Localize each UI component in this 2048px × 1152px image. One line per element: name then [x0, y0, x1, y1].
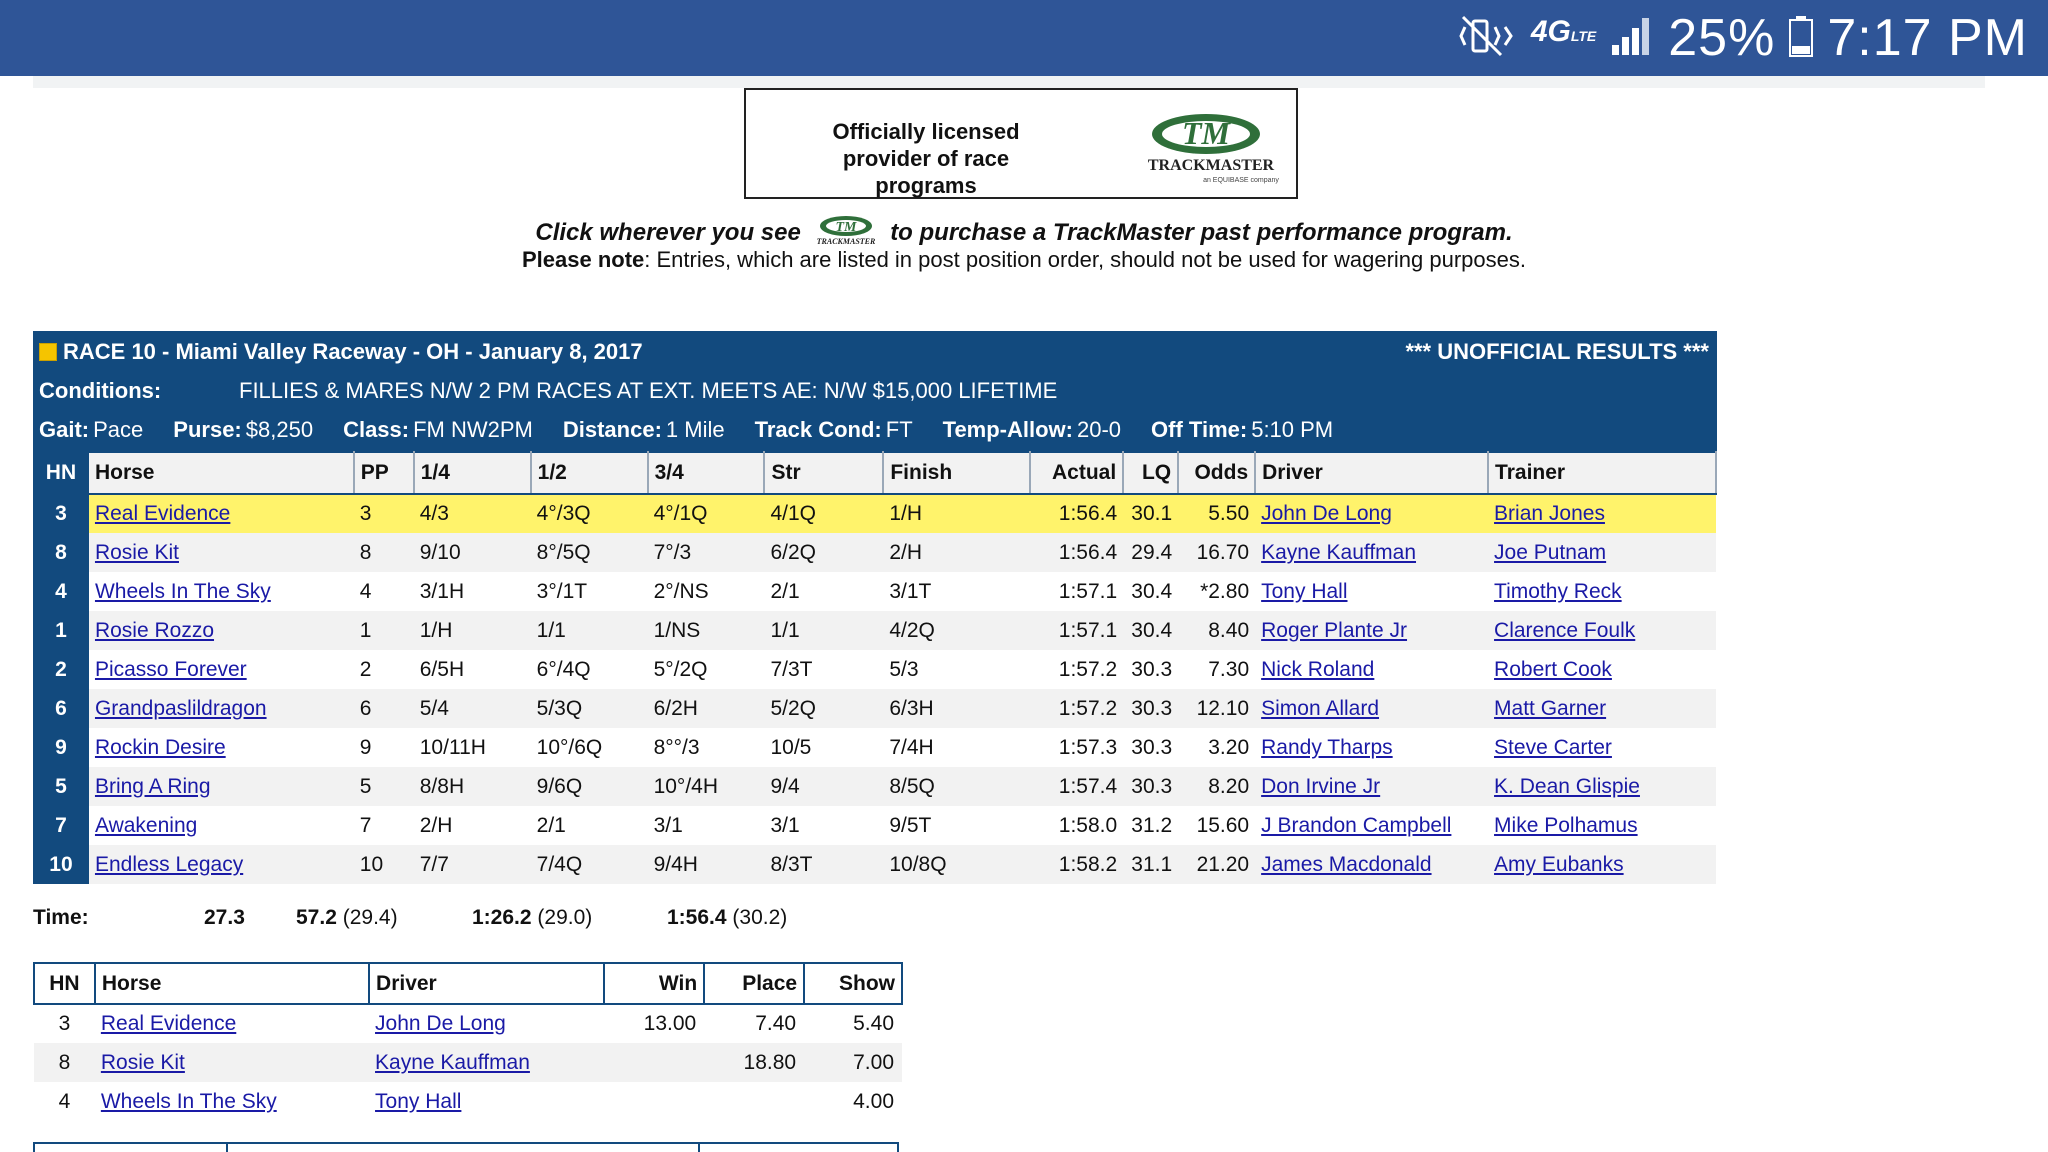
- gait-label: Gait:: [39, 417, 90, 442]
- cell-quarter: 10/11H: [414, 728, 531, 767]
- results-row: [33, 767, 1716, 806]
- cell-half: 3°/1T: [531, 572, 648, 611]
- cell-three-quarter: 7°/3: [648, 533, 765, 572]
- race-header: [33, 331, 1717, 451]
- col-stretch: Str: [764, 452, 883, 494]
- cell-stretch: 4/1Q: [764, 494, 883, 533]
- logo-mark: TM: [1182, 115, 1230, 151]
- status-bar-right: [1457, 0, 2028, 76]
- purse-label: Purse:: [173, 417, 242, 442]
- wagering-note: [0, 247, 2048, 273]
- cell-trainer: [1488, 572, 1716, 611]
- payout-cell-hn: 8: [34, 1043, 95, 1082]
- cell-hn: 10: [33, 845, 89, 884]
- cell-pp: 8: [354, 533, 414, 572]
- network-type: 4GLTE: [1530, 15, 1597, 48]
- payout-col-horse: Horse: [95, 963, 369, 1004]
- logo-sub: an EQUIBASE company: [1203, 177, 1279, 184]
- driver-link[interactable]: Tony Hall: [1261, 579, 1348, 603]
- driver-link[interactable]: Simon Allard: [1261, 696, 1380, 720]
- cell-odds: 3.20: [1178, 728, 1255, 767]
- cell-actual: 1:57.2: [1030, 689, 1123, 728]
- cell-pp: 3: [354, 494, 414, 533]
- off-time-value: 5:10 PM: [1251, 417, 1334, 442]
- cell-odds: 8.40: [1178, 611, 1255, 650]
- cell-lq: 30.4: [1123, 611, 1178, 650]
- cell-half: 8°/5Q: [531, 533, 648, 572]
- note-label: Please note: [521, 247, 645, 272]
- cell-stretch: 8/3T: [764, 845, 883, 884]
- driver-link[interactable]: James Macdonald: [1261, 852, 1432, 876]
- time-final: 1:56.4 (30.2): [667, 906, 788, 929]
- cell-stretch: 1/1: [764, 611, 883, 650]
- cell-trainer: [1488, 611, 1716, 650]
- time-quarter: 27.3: [204, 906, 245, 929]
- cell-three-quarter: 8°°/3: [648, 728, 765, 767]
- cell-trainer: [1488, 845, 1716, 884]
- cell-odds: 15.60: [1178, 806, 1255, 845]
- cell-lq: 30.4: [1123, 572, 1178, 611]
- col-hn: HN: [33, 452, 89, 494]
- cell-half: 9/6Q: [531, 767, 648, 806]
- cell-hn: 3: [33, 494, 89, 533]
- payout-driver-link[interactable]: Tony Hall: [375, 1089, 462, 1113]
- payout-cell-win: [604, 1043, 704, 1082]
- cell-trainer: [1488, 806, 1716, 845]
- results-row: [33, 728, 1716, 767]
- cell-pp: 10: [354, 845, 414, 884]
- cell-three-quarter: 3/1: [648, 806, 765, 845]
- time-label: Time:: [33, 906, 89, 929]
- clock: 7:17 PM: [1827, 9, 2028, 67]
- cell-odds: *2.80: [1178, 572, 1255, 611]
- cell-stretch: 10/5: [764, 728, 883, 767]
- banner-line-2: provider of race programs: [842, 146, 1010, 198]
- cell-trainer: [1488, 650, 1716, 689]
- cell-lq: 31.2: [1123, 806, 1178, 845]
- cell-half: 2/1: [531, 806, 648, 845]
- cell-finish: 4/2Q: [883, 611, 1030, 650]
- horse-link[interactable]: Grandpaslildragon: [94, 696, 267, 720]
- cell-hn: 4: [33, 572, 89, 611]
- payout-cell-hn: 3: [58, 1012, 71, 1035]
- payout-cell-horse: [95, 1004, 369, 1043]
- distance-value: 1 Mile: [665, 417, 725, 442]
- results-row: [33, 845, 1716, 884]
- cell-horse: [89, 494, 354, 533]
- cell-hn: 1: [33, 611, 89, 650]
- cell-trainer: [1488, 689, 1716, 728]
- horse-link[interactable]: Endless Legacy: [94, 852, 244, 876]
- cell-pp: 4: [354, 572, 414, 611]
- payout-col-place: Place: [704, 963, 804, 1004]
- col-driver: Driver: [1255, 452, 1488, 494]
- cell-half: 4°/3Q: [531, 494, 648, 533]
- class-value: FM NW2PM: [413, 417, 533, 442]
- cell-half: 6°/4Q: [531, 650, 648, 689]
- cell-quarter: 9/10: [414, 533, 531, 572]
- payout-cell-driver: [369, 1043, 604, 1082]
- cell-hn: 8: [33, 533, 89, 572]
- cell-stretch: 3/1: [764, 806, 883, 845]
- col-pp: PP: [354, 452, 414, 494]
- payout-horse-link[interactable]: Real Evidence: [100, 1012, 237, 1035]
- payout-cell-driver: [369, 1004, 604, 1043]
- cell-odds: 5.50: [1178, 494, 1255, 533]
- cell-pp: 9: [354, 728, 414, 767]
- cell-three-quarter: 5°/2Q: [648, 650, 765, 689]
- trainer-link[interactable]: Robert Cook: [1494, 657, 1612, 681]
- cell-lq: 30.3: [1123, 650, 1178, 689]
- cell-horse: [89, 845, 354, 884]
- cell-pp: 2: [354, 650, 414, 689]
- cell-three-quarter: 2°/NS: [648, 572, 765, 611]
- cell-actual: 1:57.3: [1030, 728, 1123, 767]
- cell-finish: 2/H: [883, 533, 1030, 572]
- cell-hn: 9: [33, 728, 89, 767]
- cell-quarter: 4/3: [414, 494, 531, 533]
- payout-row: [34, 1082, 902, 1121]
- cell-driver: [1255, 845, 1488, 884]
- cell-half: 10°/6Q: [531, 728, 648, 767]
- driver-link[interactable]: Don Irvine Jr: [1261, 774, 1381, 798]
- payout-cell-win: 13.00: [643, 1012, 697, 1035]
- col-three-quarter: 3/4: [648, 452, 765, 494]
- click-line-before: Click wherever you see: [535, 219, 801, 246]
- trainer-link[interactable]: Mike Polhamus: [1494, 813, 1638, 837]
- race-marker-icon: [39, 343, 57, 361]
- cell-pp: 6: [354, 689, 414, 728]
- battery-icon: [1789, 15, 1813, 62]
- cell-quarter: 3/1H: [414, 572, 531, 611]
- signal-icon: [1610, 15, 1654, 62]
- col-trainer: Trainer: [1488, 452, 1716, 494]
- payout-driver-link[interactable]: Kayne Kauffman: [375, 1050, 530, 1074]
- cell-half: 7/4Q: [531, 845, 648, 884]
- trackmaster-mini-logo-icon[interactable]: [808, 214, 884, 248]
- cell-horse: [89, 728, 354, 767]
- payout-col-driver: Driver: [369, 963, 604, 1004]
- col-half: 1/2: [531, 452, 648, 494]
- note-text: : Entries, which are listed in post position order, should not be used for wagering purposes.: [644, 247, 1526, 272]
- payout-cell-place: [704, 1082, 804, 1121]
- payouts-table: [33, 962, 903, 1121]
- cell-finish: 8/5Q: [883, 767, 1030, 806]
- results-row: [33, 572, 1716, 611]
- trainer-link[interactable]: Joe Putnam: [1494, 540, 1607, 564]
- payout-row: [34, 1043, 902, 1082]
- cell-stretch: 9/4: [764, 767, 883, 806]
- horse-link[interactable]: Picasso Forever: [94, 657, 247, 681]
- conditions-label: Conditions:: [39, 378, 162, 403]
- results-status: *** UNOFFICIAL RESULTS ***: [1405, 339, 1709, 364]
- cell-driver: [1255, 650, 1488, 689]
- cell-stretch: 6/2Q: [764, 533, 883, 572]
- cell-pp: 1: [354, 611, 414, 650]
- track-cond-label: Track Cond:: [754, 417, 882, 442]
- results-table: [33, 451, 1717, 884]
- cell-horse: [89, 650, 354, 689]
- payout-cell-place: 18.80: [704, 1043, 804, 1082]
- cell-half: 5/3Q: [531, 689, 648, 728]
- cell-hn: 5: [33, 767, 89, 806]
- driver-link[interactable]: John De Long: [1261, 502, 1392, 525]
- cell-actual: 1:57.1: [1030, 611, 1123, 650]
- cell-actual: 1:56.4: [1030, 533, 1123, 572]
- next-table-edge: [33, 1142, 899, 1152]
- cell-driver: [1255, 533, 1488, 572]
- cell-odds: 8.20: [1178, 767, 1255, 806]
- trainer-link[interactable]: Timothy Reck: [1494, 579, 1622, 603]
- cell-driver: [1255, 767, 1488, 806]
- col-finish: Finish: [883, 452, 1030, 494]
- horse-link[interactable]: Real Evidence: [94, 502, 231, 525]
- cell-finish: 5/3: [883, 650, 1030, 689]
- cell-actual: 1:58.2: [1030, 845, 1123, 884]
- cell-driver: [1255, 689, 1488, 728]
- results-header-row: [33, 452, 1716, 494]
- cell-three-quarter: 1/NS: [648, 611, 765, 650]
- banner-line-1: Officially licensed: [832, 119, 1020, 144]
- cell-trainer: [1488, 533, 1716, 572]
- payouts-header-row: [34, 963, 902, 1004]
- cell-quarter: 6/5H: [414, 650, 531, 689]
- banner-text: [796, 118, 1056, 199]
- race-title: RACE 10 - Miami Valley Raceway - OH - January 8, 2017: [63, 339, 643, 364]
- trainer-link[interactable]: Matt Garner: [1494, 696, 1607, 720]
- col-odds: Odds: [1178, 452, 1255, 494]
- cell-three-quarter: 4°/1Q: [648, 494, 765, 533]
- trainer-link[interactable]: Clarence Foulk: [1494, 618, 1636, 642]
- cell-finish: 7/4H: [883, 728, 1030, 767]
- horse-link[interactable]: Wheels In The Sky: [94, 579, 271, 603]
- cell-finish: 6/3H: [883, 689, 1030, 728]
- cell-actual: 1:57.4: [1030, 767, 1123, 806]
- payout-cell-win: [604, 1082, 704, 1121]
- cell-stretch: 5/2Q: [764, 689, 883, 728]
- trackmaster-banner[interactable]: [744, 88, 1298, 199]
- col-quarter: 1/4: [414, 452, 531, 494]
- off-time-label: Off Time:: [1151, 417, 1248, 442]
- cell-stretch: 7/3T: [764, 650, 883, 689]
- cell-finish: 3/1T: [883, 572, 1030, 611]
- time-half: 57.2 (29.4): [296, 906, 398, 929]
- trainer-link[interactable]: Amy Eubanks: [1494, 852, 1624, 876]
- cell-odds: 16.70: [1178, 533, 1255, 572]
- col-actual: Actual: [1030, 452, 1123, 494]
- results-row: [33, 806, 1716, 845]
- payout-cell-place: 7.40: [755, 1012, 797, 1035]
- cell-quarter: 8/8H: [414, 767, 531, 806]
- cell-horse: [89, 533, 354, 572]
- driver-link[interactable]: Randy Tharps: [1261, 735, 1393, 759]
- cell-horse: [89, 689, 354, 728]
- cell-finish: 1/H: [883, 494, 1030, 533]
- trainer-link[interactable]: Brian Jones: [1494, 502, 1605, 525]
- horse-link[interactable]: Awakening: [94, 813, 198, 837]
- cell-hn: 2: [33, 650, 89, 689]
- cell-hn: 7: [33, 806, 89, 845]
- cell-trainer: [1488, 494, 1716, 533]
- cell-driver: [1255, 806, 1488, 845]
- cell-odds: 7.30: [1178, 650, 1255, 689]
- cell-pp: 7: [354, 806, 414, 845]
- cell-actual: 1:57.2: [1030, 650, 1123, 689]
- cell-horse: [89, 611, 354, 650]
- track-cond-value: FT: [885, 417, 913, 442]
- cell-lq: 31.1: [1123, 845, 1178, 884]
- cell-driver: [1255, 611, 1488, 650]
- gait-value: Pace: [93, 417, 144, 442]
- cell-quarter: 7/7: [414, 845, 531, 884]
- cell-odds: 21.20: [1178, 845, 1255, 884]
- cell-finish: 10/8Q: [883, 845, 1030, 884]
- payout-cell-hn: 4: [58, 1089, 71, 1113]
- class-label: Class:: [343, 417, 410, 442]
- payout-cell-show: 4.00: [853, 1089, 894, 1113]
- results-row: [33, 611, 1716, 650]
- cell-actual: 1:57.1: [1030, 572, 1123, 611]
- temp-allow-value: 20-0: [1077, 417, 1122, 442]
- time-three-quarter: 1:26.2 (29.0): [472, 906, 593, 929]
- payout-horse-link[interactable]: Rosie Kit: [100, 1050, 185, 1074]
- driver-link[interactable]: Kayne Kauffman: [1261, 540, 1417, 564]
- driver-link[interactable]: Roger Plante Jr: [1261, 618, 1408, 642]
- payout-row: [34, 1004, 902, 1043]
- payout-horse-link[interactable]: Wheels In The Sky: [100, 1089, 277, 1113]
- payout-driver-link[interactable]: John De Long: [375, 1012, 506, 1035]
- cell-odds: 12.10: [1178, 689, 1255, 728]
- horse-link[interactable]: Rosie Rozzo: [94, 618, 215, 642]
- cell-horse: [89, 767, 354, 806]
- cell-horse: [89, 806, 354, 845]
- mini-logo-mark: TM: [835, 220, 857, 235]
- cell-lq: 29.4: [1123, 533, 1178, 572]
- horse-link[interactable]: Rockin Desire: [94, 735, 226, 759]
- click-line-after: to purchase a TrackMaster past performance program.: [890, 219, 1513, 246]
- purchase-instructions: [0, 214, 2048, 248]
- col-lq: LQ: [1123, 452, 1178, 494]
- cell-stretch: 2/1: [764, 572, 883, 611]
- mute-vibrate-icon: [1457, 13, 1517, 64]
- payout-cell-horse: [95, 1043, 369, 1082]
- cell-quarter: 2/H: [414, 806, 531, 845]
- cell-driver: [1255, 494, 1488, 533]
- col-horse: Horse: [89, 452, 354, 494]
- payout-col-win: Win: [604, 963, 704, 1004]
- cell-driver: [1255, 572, 1488, 611]
- cell-three-quarter: 6/2H: [648, 689, 765, 728]
- payout-col-hn: HN: [34, 963, 95, 1004]
- payout-col-show: Show: [804, 963, 902, 1004]
- results-row-winner: [33, 494, 1716, 533]
- payout-cell-driver: [369, 1082, 604, 1121]
- payout-cell-show: 5.40: [853, 1012, 894, 1035]
- cell-driver: [1255, 728, 1488, 767]
- status-bar: [0, 0, 2048, 76]
- cell-pp: 5: [354, 767, 414, 806]
- cell-three-quarter: 10°/4H: [648, 767, 765, 806]
- cell-lq: 30.1: [1123, 494, 1178, 533]
- results-row: [33, 533, 1716, 572]
- cell-hn: 6: [33, 689, 89, 728]
- driver-link[interactable]: Nick Roland: [1261, 657, 1375, 681]
- distance-label: Distance:: [562, 417, 662, 442]
- payout-cell-show: 7.00: [804, 1043, 902, 1082]
- cell-three-quarter: 9/4H: [648, 845, 765, 884]
- horse-link[interactable]: Bring A Ring: [94, 774, 211, 798]
- fractional-times: [33, 906, 933, 936]
- temp-allow-label: Temp-Allow:: [942, 417, 1073, 442]
- conditions-text: FILLIES & MARES N/W 2 PM RACES AT EXT. MEETS AE: N/W $15,000 LIFETIME: [239, 378, 1058, 403]
- driver-link[interactable]: J Brandon Campbell: [1261, 813, 1452, 837]
- cell-lq: 30.3: [1123, 689, 1178, 728]
- purse-value: $8,250: [245, 417, 314, 442]
- horse-link[interactable]: Rosie Kit: [94, 540, 179, 564]
- battery-percent: 25%: [1668, 9, 1776, 67]
- top-divider: [33, 76, 1985, 88]
- trackmaster-logo-icon: [1136, 110, 1286, 188]
- cell-trainer: [1488, 728, 1716, 767]
- cell-half: 1/1: [531, 611, 648, 650]
- payout-cell-horse: [95, 1082, 369, 1121]
- cell-actual: 1:58.0: [1030, 806, 1123, 845]
- trainer-link[interactable]: K. Dean Glispie: [1494, 774, 1640, 798]
- cell-quarter: 5/4: [414, 689, 531, 728]
- cell-trainer: [1488, 767, 1716, 806]
- cell-quarter: 1/H: [414, 611, 531, 650]
- results-row: [33, 650, 1716, 689]
- cell-lq: 30.3: [1123, 728, 1178, 767]
- cell-finish: 9/5T: [883, 806, 1030, 845]
- cell-lq: 30.3: [1123, 767, 1178, 806]
- mini-logo-word: TRACKMASTER: [816, 237, 875, 246]
- results-row: [33, 689, 1716, 728]
- cell-actual: 1:56.4: [1030, 494, 1123, 533]
- trainer-link[interactable]: Steve Carter: [1494, 735, 1612, 759]
- logo-word: TRACKMASTER: [1147, 157, 1275, 174]
- cell-horse: [89, 572, 354, 611]
